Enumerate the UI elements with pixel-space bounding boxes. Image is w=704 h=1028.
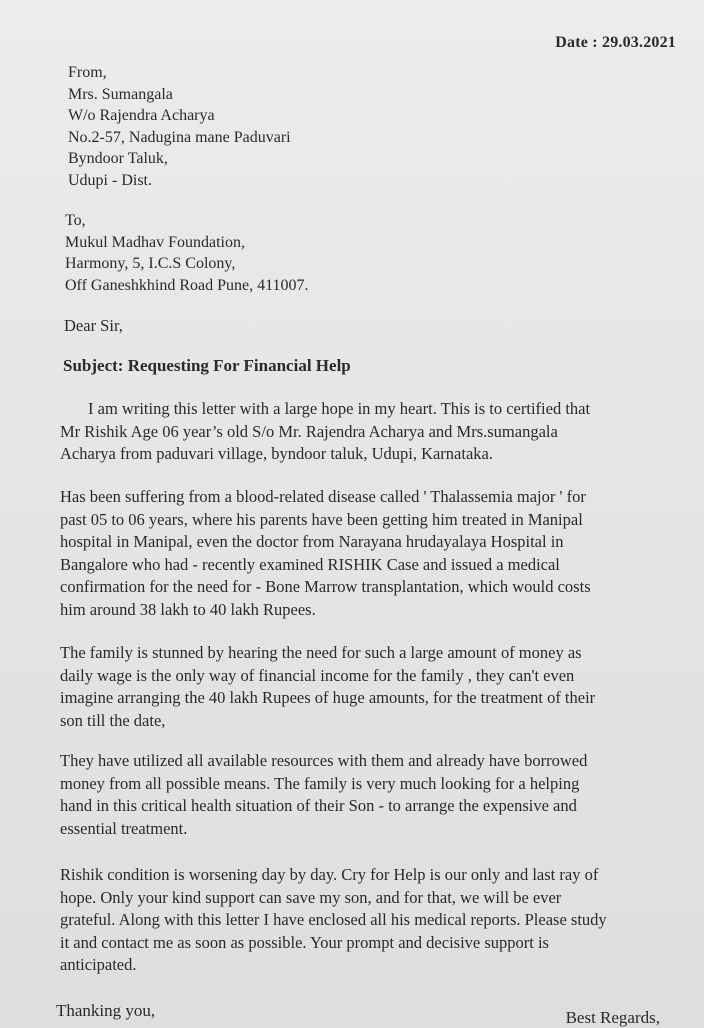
from-line: W/o Rajendra Acharya [68,107,215,124]
paragraph-line: imagine arranging the 40 lakh Rupees of huge amounts, for the treatment of their [60,688,596,707]
paragraph-line: Rishik condition is worsening day by day. Cry for Help is our only and last ray of [60,865,599,884]
closing-thanks: Thanking you, [56,1001,156,1020]
to-line: Off Ganeshkhind Road Pune, 411007. [65,276,309,294]
paragraph-line: Bangalore who had - recently examined RISHIK Case and issued a medical [60,554,560,574]
paragraph-line: They have utilized all available resources with them and already have borrowed [60,751,588,770]
paragraph-line: him around 38 lakh to 40 lakh Rupees. [60,599,316,619]
from-label: From, [68,64,107,81]
to-line: Mukul Madhav Foundation, [65,233,245,251]
paragraph-line: hope. Only your kind support can save my son, and for that, we will be ever [60,887,562,907]
body-paragraph [60,486,660,621]
paragraph-line: confirmation for the need for - Bone Marrow transplantation, which would costs [60,577,591,596]
paragraph-line: hand in this critical health situation of their Son - to arrange the expensive and [60,796,577,815]
paragraph-line: it and contact me as soon as possible. Your prompt and decisive support is [60,932,549,952]
from-address [68,62,291,191]
body-paragraph [60,864,660,977]
paragraph-line: past 05 to 06 years, where his parents have been getting him treated in Manipal [60,509,583,529]
paragraph-line: money from all possible means. The family is very much looking for a helping [60,773,580,793]
paragraph-line: daily wage is the only way of financial income for the family , they can't even [60,665,575,685]
to-line: Harmony, 5, I.C.S Colony, [65,255,236,272]
paragraph-line: grateful. Along with this letter I have enclosed all his medical reports. Please study [60,910,607,929]
paragraph-line: essential treatment. [60,818,188,838]
letter-date: Date : 29.03.2021 [555,34,676,51]
paragraph-line: anticipated. [60,955,137,974]
body-paragraph [60,750,660,840]
paragraph-line: I am writing this letter with a large hope in my heart. This is to certified that [88,399,591,418]
to-address [65,210,309,296]
paragraph-line: The family is stunned by hearing the need for such a large amount of money as [60,643,582,662]
body-paragraph [60,398,660,466]
from-line: No.2-57, Nadugina mane Paduvari [68,128,291,146]
paragraph-line: Has been suffering from a blood-related disease called ' Thalassemia major ' for [60,487,586,506]
paragraph-line: hospital in Manipal, even the doctor from Narayana hrudayalaya Hospital in [60,532,564,551]
from-line: Udupi - Dist. [68,171,152,189]
to-label: To, [65,212,86,229]
body-paragraph [60,642,660,732]
from-line: Mrs. Sumangala [68,85,173,103]
subject-line: Subject: Requesting For Financial Help [63,356,351,375]
salutation: Dear Sir, [64,316,123,335]
from-line: Byndoor Taluk, [68,150,168,167]
paragraph-line: Mr Rishik Age 06 year’s old S/o Mr. Rajendra Acharya and Mrs.sumangala [60,421,558,441]
paragraph-line: Acharya from paduvari village, byndoor taluk, Udupi, Karnataka. [60,444,493,463]
paragraph-line: son till the date, [60,710,166,730]
closing-regards: Best Regards, [565,1008,660,1027]
